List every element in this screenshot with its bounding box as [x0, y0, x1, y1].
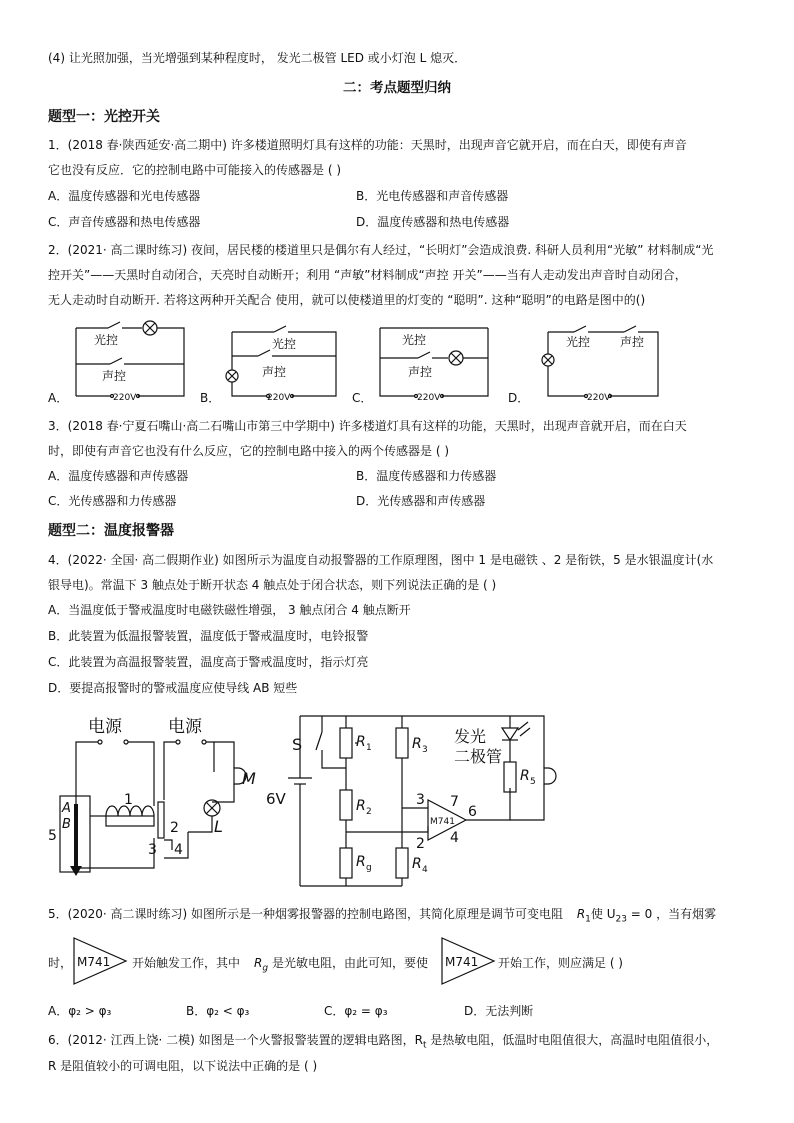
q1-option-c: C．声音传感器和热电传感器: [48, 215, 201, 229]
q6-Rt-sub: t: [422, 1040, 427, 1051]
label-R2: R: [356, 798, 366, 814]
q4-option-b: B．此装置为低温报警装置，温度低于警戒温度时，电铃报警: [48, 629, 369, 643]
q5-line2d: 是光敏电阻，由此可知，要使: [272, 956, 429, 970]
q3-option-d: D．光传感器和声传感器: [356, 494, 486, 508]
q5-Rg: [254, 955, 268, 976]
q2-option-a: A．: [48, 391, 69, 405]
label-power-1: 电源: [88, 717, 122, 737]
q4-figure-alarm: [46, 708, 266, 888]
q4-option-a: A．当温度低于警戒温度时电磁铁磁性增强， 3 触点闭合 4 触点断开: [48, 603, 411, 617]
label-S: S: [292, 735, 303, 754]
q5-chip-symbol-2: [440, 936, 496, 986]
label-R1: R: [356, 734, 366, 750]
q6-line1-end: 是热敏电阻，低温时电阻值很大，高温时电阻值很小，: [426, 1033, 719, 1047]
q2-circuit-b: [222, 318, 342, 404]
label-light: 光控: [272, 337, 297, 351]
q2-option-b: B．: [200, 391, 221, 405]
q5-line2e: 开始工作，则应满足 ( ): [498, 956, 623, 970]
label-light: 光控: [402, 333, 427, 347]
q5-line1-text: 5．(2020· 高二课时练习) 如图所示是一种烟雾报警器的控制电路图，其简化原理是调节可变电阻: [48, 907, 563, 921]
label-sound: 声控: [102, 369, 127, 383]
label-L: L: [214, 817, 223, 836]
label-R5: R: [520, 768, 530, 784]
q5-Rg-letter: R: [254, 956, 263, 970]
q5-chip-symbol-1: [72, 936, 128, 986]
q2-option-c: C．: [352, 391, 373, 405]
label-R3-sub: 3: [422, 745, 428, 755]
q2-circuit-a: [70, 318, 190, 404]
label-light: 光控: [566, 335, 591, 349]
q4-option-d: D．要提高报警时的警戒温度应使导线 AB 短些: [48, 681, 298, 695]
q5-Rg-sub: g: [262, 963, 269, 974]
q5-R1: R: [576, 907, 586, 921]
pin-3: 3: [416, 792, 425, 808]
q3-option-c: C．光传感器和力传感器: [48, 494, 177, 508]
label-R4: R: [412, 856, 422, 872]
q5-U: 使 U: [590, 907, 616, 921]
top-line: (4) 让光照加强，当光增强到某种程度时， 发光二极管 LED 或小灯泡 L 熄灭．: [48, 51, 467, 65]
label-sound: 声控: [408, 365, 433, 379]
q2-line3: 无人走动时自动断开. 若将这两种开关配合 使用，就可以使楼道里的灯变的 “聪明”. 这种“聪明”的电路是图中的(): [48, 293, 646, 307]
label-2: 2: [170, 820, 179, 836]
label-Rg-sub: g: [366, 863, 372, 873]
q5-R1-sub: 1: [585, 914, 591, 925]
label-R4-sub: 4: [422, 865, 428, 875]
label-1: 1: [124, 792, 133, 808]
q2-line2: 控开关”——天黑时自动闭合，天亮时自动断开；利用 “声敏”材料制成“声控 开关”——当有人走动发出声音时自动闭合，: [48, 268, 687, 282]
q1-line1: 1．(2018 春·陕西延安·高二期中) 许多楼道照明灯具有这样的功能：天黑时，出现声音它就开启，而在白天，即使有声音: [48, 138, 687, 152]
label-5: 5: [48, 828, 57, 844]
q1-option-d: D．温度传感器和热电传感器: [356, 215, 510, 229]
q4-option-c: C．此装置为高温报警装置，温度高于警戒温度时，指示灯亮: [48, 655, 369, 669]
label-light: 光控: [94, 333, 119, 347]
q5-option-a: A．φ₂ > φ₃: [48, 1004, 112, 1018]
q5-line2b: 开始触发工作，其中: [132, 956, 241, 970]
pin-4: 4: [450, 830, 459, 846]
pin-7: 7: [450, 794, 459, 810]
label-voltage: 220V: [113, 393, 137, 403]
q6-line1-text: 6．(2012· 江西上饶· 二模) 如图是一个火警报警装置的逻辑电路图，R: [48, 1033, 423, 1047]
q5-line1: [48, 906, 716, 927]
q6-line1: [48, 1032, 718, 1053]
q2-option-d: D．: [508, 391, 530, 405]
type1-heading: 题型一：光控开关: [48, 109, 160, 125]
q5-option-b: B．φ₂ < φ₃: [186, 1004, 250, 1018]
q3-line1: 3．(2018 春·宁夏石嘴山·高二石嘴山市第三中学期中) 许多楼道灯具有这样的功能，天黑时，出现声音就开启，而在白天: [48, 419, 687, 433]
label-voltage: 220V: [417, 393, 441, 403]
section-title: 二：考点题型归纳: [343, 80, 451, 96]
label-6v: 6V: [266, 790, 286, 808]
label-R2-sub: 2: [366, 807, 372, 817]
q3-line2: 时，即使有声音它也没有什么反应，它的控制电路中接入的两个传感器是 ( ): [48, 444, 449, 458]
q2-circuit-c: [374, 318, 494, 404]
label-R1-sub: 1: [366, 743, 372, 753]
q5-chip-label-2: M741: [445, 955, 479, 969]
label-R3: R: [412, 736, 422, 752]
label-4: 4: [174, 842, 183, 858]
label-M: M: [242, 769, 256, 788]
label-led-1: 发光: [454, 727, 487, 746]
q2-line1: 2．(2021· 高二课时练习) 夜间，居民楼的楼道里只是偶尔有人经过，“长明灯”会造成浪费. 科研人员利用“光敏” 材料制成“光: [48, 243, 714, 257]
chip-label: M741: [430, 817, 455, 827]
q4-line2: 银导电)。常温下 3 触点处于断开状态 4 触点处于闭合状态，则下列说法正确的是 ( ): [48, 578, 497, 592]
q1-option-b: B．光电传感器和声音传感器: [356, 189, 509, 203]
q3-option-a: A．温度传感器和声传感器: [48, 469, 189, 483]
q6-line2: R 是阻值较小的可调电阻，以下说法中正确的是 ( ): [48, 1059, 318, 1073]
q5-option-d: D．无法判断: [464, 1004, 534, 1018]
type2-heading: 题型二：温度报警器: [48, 523, 174, 539]
label-power-2: 电源: [168, 717, 202, 737]
q3-option-b: B．温度传感器和力传感器: [356, 469, 497, 483]
label-Rg: R: [356, 854, 366, 870]
label-3: 3: [148, 842, 157, 858]
q4-figure-sensor: [262, 708, 592, 894]
q1-line2: 它也没有反应．它的控制电路中可能接入的传感器是 ( ): [48, 163, 341, 177]
q5-line1-end: = 0 ，当有烟雾: [626, 907, 717, 921]
label-sound: 声控: [262, 365, 287, 379]
q5-U-sub: 23: [615, 914, 627, 925]
q5-line2a: 时，: [48, 956, 73, 970]
label-sound: 声控: [620, 335, 645, 349]
label-led-2: 二极管: [454, 747, 503, 766]
q4-line1: 4．(2022· 全国· 高二假期作业) 如图所示为温度自动报警器的工作原理图，图中 1 是电磁铁 、2 是衔铁，5 是水银温度计(水: [48, 553, 714, 567]
q1-option-a: A．温度传感器和光电传感器: [48, 189, 201, 203]
q5-chip-label-1: M741: [77, 955, 111, 969]
label-R5-sub: 5: [530, 777, 536, 787]
label-voltage: 220V: [587, 393, 611, 403]
label-voltage: 220V: [267, 393, 291, 403]
pin-2: 2: [416, 836, 425, 852]
q2-circuit-d: [534, 318, 664, 404]
label-A: A: [62, 801, 71, 816]
q5-option-c: C．φ₂ = φ₃: [324, 1004, 388, 1018]
pin-6: 6: [468, 804, 477, 820]
label-B: B: [62, 817, 71, 832]
